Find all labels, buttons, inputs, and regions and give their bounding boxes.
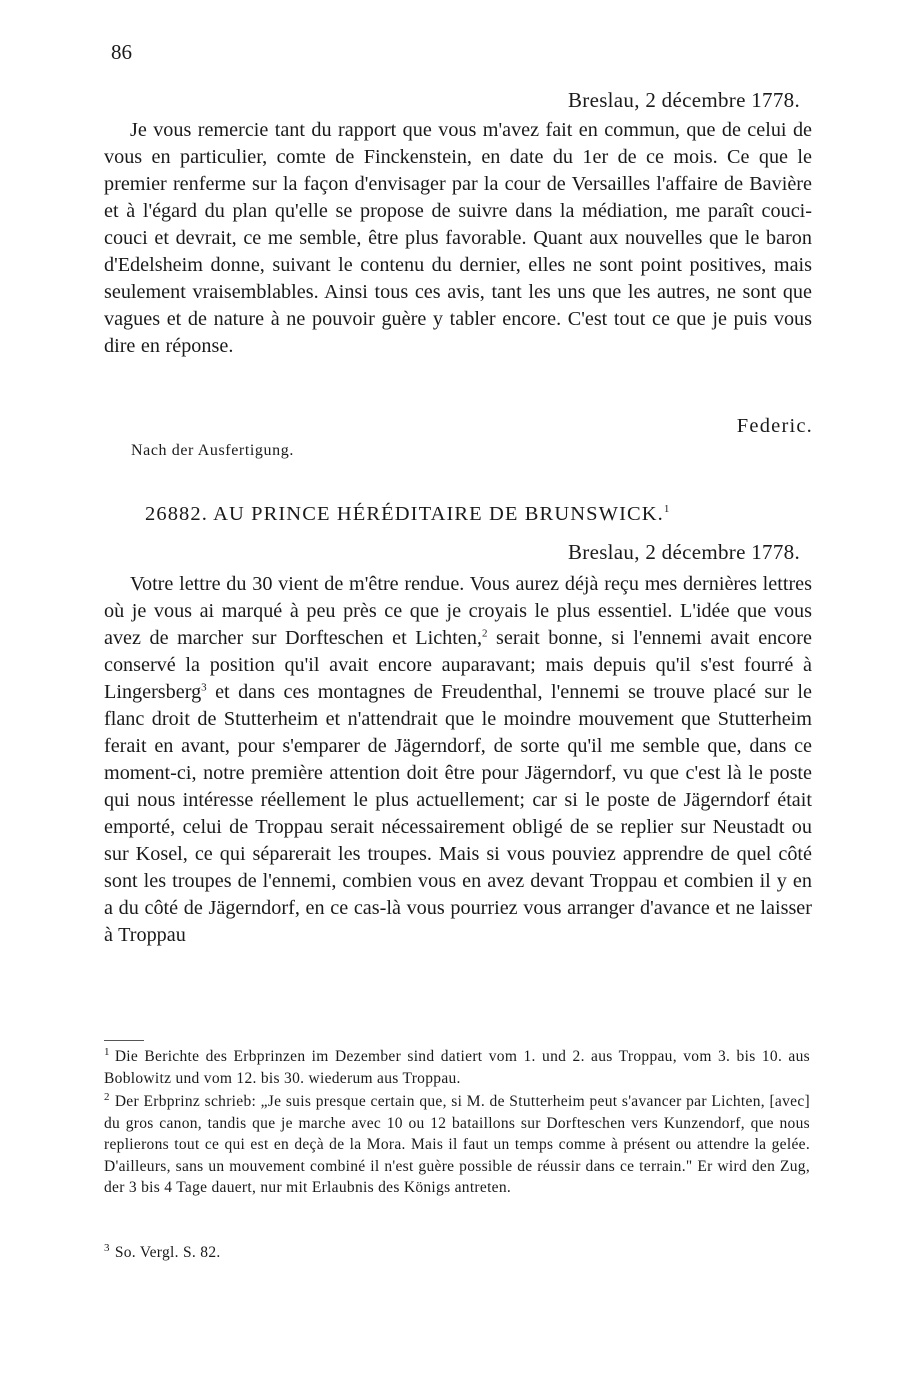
note-ref-2: 2 (482, 627, 488, 640)
footnote-mark: 2 (104, 1090, 110, 1103)
note-ref-3: 3 (201, 681, 207, 694)
letter1-body: Je vous remercie tant du rapport que vous m'avez fait en commun, que de celui de vous en particulier, comte de Finckenstein, en date du 1er de ce mois. Ce que le premier renferme sur la façon d'envisager par la cour de Versailles l'affaire de Bavière et à l'égard du plan qu'elle se propose de suivre dans la médiation, me paraît couci-couci et devrait, ce me semble, être plus favorable. Quant aux nouvelles que le baron d'Edelsheim donne, suivant le contenu du dernier, elles ne sont point positives, mais seulement vraisemblables. Ainsi tous ces avis, tant les uns que les autres, ne sont que vagues et de nature à ne pouvoir guère y tabler encore. C'est tout ce que je puis vous dire en réponse. (104, 119, 812, 357)
heading-note-ref: 1 (663, 503, 671, 516)
footnote-text: Die Berichte des Erbprinzen im Dezember sind datiert vom 1. und 2. aus Troppau, vom 3. bis 10. aus Boblowitz und vom 12. bis 30. wiederum aus Troppau. (104, 1048, 810, 1087)
letter2-body (104, 571, 812, 949)
footnote-text: Der Erbprinz schrieb: „Je suis presque certain que, si M. de Stutterheim peut s'avancer par Lichten, [avec] du gros canon, tandis que je marche avec 10 ou 12 bataillons sur Dorfteschen vers Kunzendorf, que nous replierons tout ce qui est en deçà de la Mora. Mais il faut un temps comme à présent ou attendre la gelée. D'ailleurs, sans un mouvement combiné il n'est guère possible de réussir dans ce terrain." Er wird den Zug, der 3 bis 4 Tage dauert, nur mit Erlaubnis des Königs antreten. (104, 1093, 810, 1196)
letter2-body-part-c: et dans ces montagnes de Freudenthal, l'ennemi se trouve placé sur le flanc droit de Stutterheim et n'attendrait que le moindre mouvement que Stutterheim ferait en avant, pour s'emparer de Jägerndorf, de sorte qu'il me semble que, dans ce moment-ci, notre première attention doit être pour Jägerndorf, vu que c'est là le poste qui nous intéresse réellement le plus actuellement; car si le poste de Jägerndorf était emporté, celui de Troppau serait nécessairement obligé de se replier sur Neustadt ou sur Kosel, ce qui séparerait les troupes. Mais si vous pouviez apprendre de quel côté sont les troupes de l'ennemi, combien vous en avez devant Troppau et combien il y en a du côté de Jägerndorf, en ce cas-là vous pourriez vous arranger d'avance et ne laisser à Troppau (104, 681, 812, 946)
footnote-divider (104, 1040, 144, 1041)
letter2-body-part-b: serait bonne, si l'ennemi avait encore conservé la position qu'il avait encore auparavant; mais depuis qu'il s'est fourré à Lingersberg (104, 627, 812, 703)
page-number: 86 (111, 40, 132, 64)
footnote-3 (104, 1242, 810, 1264)
footnote-mark: 3 (104, 1241, 110, 1254)
footnote-2 (104, 1091, 810, 1199)
footnote-text: So. Vergl. S. 82. (114, 1244, 221, 1261)
footnote-mark: 1 (104, 1045, 110, 1058)
letter2-heading-text: 26882. AU PRINCE HÉRÉDITAIRE DE BRUNSWICK. (145, 503, 664, 525)
letter2-body-part-a: Votre lettre du 30 vient de m'être rendue. Vous aurez déjà reçu mes dernières lettres où je vous ai marqué à peu près ce que je croyais le plus essentiel. L'idée que vous avez de marcher sur Dorfteschen et Lichten, (104, 573, 812, 649)
footnote-1 (104, 1046, 810, 1089)
letter1-date: Breslau, 2 décembre 1778. (567, 88, 800, 112)
letter1-source: Nach der Ausfertigung. (131, 442, 294, 459)
letter2-date: Breslau, 2 décembre 1778. (567, 540, 800, 564)
letter2-heading (145, 503, 671, 526)
letter1-signature: Federic. (736, 415, 813, 437)
